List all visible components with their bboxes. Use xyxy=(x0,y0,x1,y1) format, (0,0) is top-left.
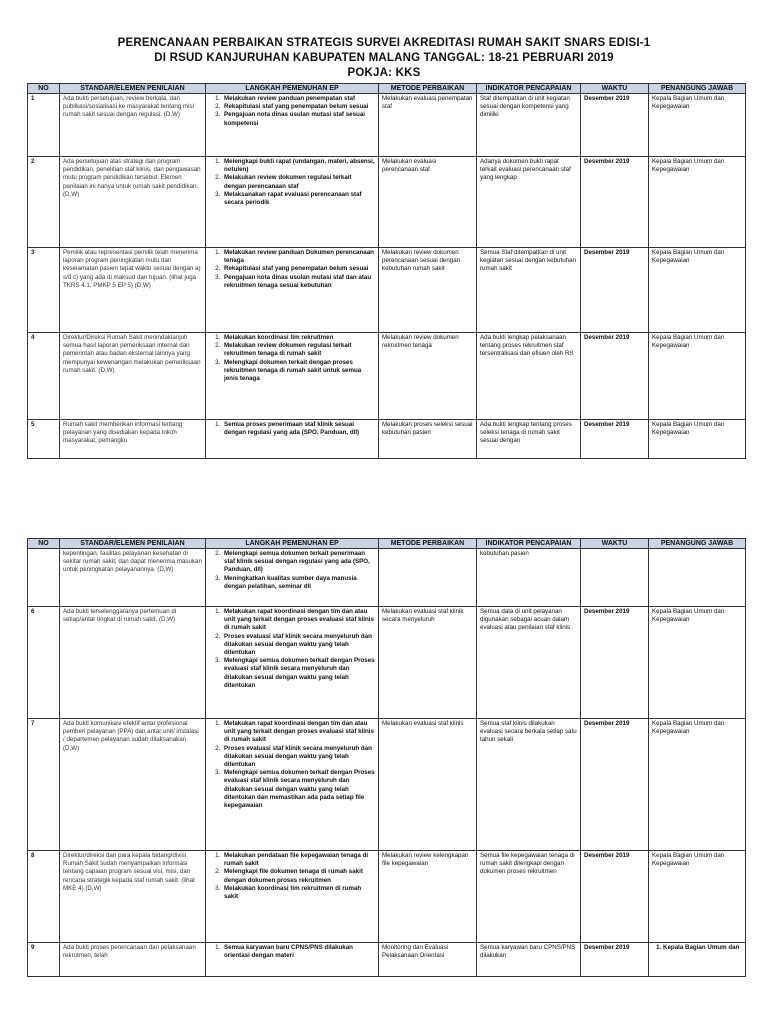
table-row xyxy=(28,333,746,420)
cell-langkah xyxy=(206,420,379,459)
table-row xyxy=(28,157,746,248)
cell-metode: Melakukan evaluasi staf klinis xyxy=(379,719,477,851)
table-row xyxy=(28,607,746,719)
cell-penanggung-jawab: Kepala Bagian Umum dan Kepegawaian xyxy=(649,607,746,719)
langkah-step: 1. Melakukan rapat koordinasi dengan tim dan atau unit yang terkait dengan proses evaluasi staf klinis di rumah sakit xyxy=(222,608,375,633)
langkah-step: 2. Melengkapi semua dokumen terkait penerimaan staf klinik sesuai dengan regulasi yang ada (SPO, Panduan, dll) xyxy=(222,550,375,575)
cell-no: 1 xyxy=(28,94,60,157)
cell-waktu: Desember 2019 xyxy=(581,420,649,459)
header-metode: METODE PERBAIKAN xyxy=(379,84,477,94)
langkah-step: 1. Melengkapi bukti rapat (undangan, materi, absensi, notulen) xyxy=(222,158,375,174)
cell-waktu: Desember 2019 xyxy=(581,248,649,333)
cell-langkah xyxy=(206,157,379,248)
langkah-step: 1. Melakukan review panduan Dokumen perencanaan tenaga xyxy=(222,249,375,265)
cell-langkah xyxy=(206,851,379,943)
table-row xyxy=(28,94,746,157)
cell-penanggung-jawab xyxy=(649,943,746,977)
cell-metode: Melakukan evaluasi penempatan staf xyxy=(379,94,477,157)
cell-waktu: Desember 2019 xyxy=(581,607,649,719)
langkah-list xyxy=(209,249,375,290)
langkah-step: 3. Pengajuan nota dinas usulan mutasi staf dan atau rekruitmen tenaga sesuai kebutuhan xyxy=(222,274,375,290)
cell-standar: Ada bukti komunikasi efektif antar profesional pemberi pelayanan (PPA) dan antar unit/ instalasi / departemen pelayanan sudah dilaksanakan. (D,W) xyxy=(60,719,206,851)
cell-penanggung-jawab xyxy=(649,549,746,607)
langkah-list xyxy=(209,421,375,437)
header-penanggung-jawab: PENANGUNG JAWAB xyxy=(649,84,746,94)
penanggung-jawab-item: 1. Kepala Bagian Umum dan xyxy=(663,944,742,952)
langkah-step: 2. Rekapitulasi staf yang penempatan belum sesuai xyxy=(222,103,375,111)
langkah-step: 3. Melengkapi semua dokumen terkait dengan Proses evaluasi staf klinik secara menyeluruh dan dilakukan sesuai dengan waktu yang telah ditentukan xyxy=(222,657,375,690)
langkah-step: 3. Melakukan koordinasi tim rekruitmen di rumah sakit xyxy=(222,885,375,901)
langkah-step: 2. Melakukan review dokumen regulasi terkait rekruitmen tenaga di rumah sakit xyxy=(222,342,375,358)
table-header-row xyxy=(28,539,746,549)
cell-standar: Ada bukti proses perencanaan dan pelaksanaan rekrutmen, telah xyxy=(60,943,206,977)
cell-langkah xyxy=(206,333,379,420)
table-header-row xyxy=(28,84,746,94)
cell-no: 3 xyxy=(28,248,60,333)
cell-indikator: kebutuhan pasien xyxy=(477,549,581,607)
cell-penanggung-jawab: Kepala Bagian Umum dan Kepegawaian xyxy=(649,157,746,248)
improvement-plan-table-2 xyxy=(27,538,746,977)
langkah-list xyxy=(209,550,375,591)
cell-standar: Rumah sakit memberikan informasi tentang pelayanan yang disediakan kepada tokoh masyarakat, pemangku xyxy=(60,420,206,459)
langkah-step: 3. Melengkapi semua dokumen terkait dengan Proses evaluasi staf klinik secara menyeluruh dan dilakukan sesuai dengan waktu yang telah ditentukan dan memastikan ada pada setiap file kepegawaian xyxy=(222,769,375,810)
langkah-step: 1. Melakukan pendataan file kepegawaian tenaga di rumah sakit xyxy=(222,852,375,868)
cell-indikator: Adanya dokumen bukti rapat terkait evaluasi perencanaan staf yang lengkap xyxy=(477,157,581,248)
langkah-step: 3. Melaksanakan rapat evaluasi perencanaan staf secara periodik xyxy=(222,191,375,207)
document-title-line-2: DI RSUD KANJURUHAN KABUPATEN MALANG TANGGAL: 18-21 PEBRUARI 2019 xyxy=(154,52,614,64)
header-langkah: LANGKAH PEMENUHAN EP xyxy=(206,539,379,549)
header-no: NO xyxy=(28,84,60,94)
langkah-step: 3. Pengajuan nota dinas usulan mutasi staf sesuai kompetensi xyxy=(222,111,375,127)
cell-metode: Monitoring dan Evaluasi Pelaksanaan Orientasi xyxy=(379,943,477,977)
cell-indikator: Ada bukti lengkap pelaksanaan tentang proses rekruitmen staf tersentralisasi dan efisien oleh RS xyxy=(477,333,581,420)
langkah-step: 2. Proses evaluasi staf klinik secara menyeluruh dan dilakukan sesuai dengan waktu yang telah ditentukan xyxy=(222,745,375,770)
cell-waktu: Desember 2019 xyxy=(581,943,649,977)
header-metode: METODE PERBAIKAN xyxy=(379,539,477,549)
table-row xyxy=(28,549,746,607)
cell-waktu: Desember 2019 xyxy=(581,333,649,420)
cell-indikator: Semua karyawan baru CPNS/PNS dilakukan xyxy=(477,943,581,977)
langkah-list xyxy=(209,95,375,128)
cell-standar: Direktur/direksi dan para kepala bidang/divisi Rumah Sakit sudah menyampaikan informasi tentang capaian program sesuai visi, misi, dan rencana strategik kepada staf rumah sakit. (lihat MKE 4) (D,W) xyxy=(60,851,206,943)
header-no: NO xyxy=(28,539,60,549)
cell-standar: kepentingan, fasilitas pelayanan kesehatan di sekitar rumah sakit, dan dapat menerima masukan untuk peningkatan pelayanannya. (D,W) xyxy=(60,549,206,607)
cell-standar: Ada persetujuan atas strategi dan program pendidikan, penelitian staf klinis, dan pengawasan mutu program pendidikan tersebut. Elemen penilaian ini hanya untuk rumah sakit pendidikan. (D,W) xyxy=(60,157,206,248)
header-penanggung-jawab: PENANGUNG JAWAB xyxy=(649,539,746,549)
cell-indikator: Staf ditempatkan di unit kegiatan sesuai dengan kompetensi yang dimiliki xyxy=(477,94,581,157)
cell-no: 6 xyxy=(28,607,60,719)
cell-metode: Melakukan review dokumen rekruitmen tenaga xyxy=(379,333,477,420)
cell-metode xyxy=(379,549,477,607)
cell-no xyxy=(28,549,60,607)
langkah-step: 2. Rekapitulasi staf yang penempatan belum sesuai xyxy=(222,265,375,273)
cell-metode: Melakukan review dokumen perencanaan sesuai dengan kebutuhan rumah sakit xyxy=(379,248,477,333)
cell-penanggung-jawab: Kepala Bagian Umum dan Kepegawaian xyxy=(649,420,746,459)
langkah-list xyxy=(209,334,375,383)
cell-langkah xyxy=(206,549,379,607)
cell-no: 2 xyxy=(28,157,60,248)
cell-waktu: Desember 2019 xyxy=(581,851,649,943)
cell-langkah xyxy=(206,719,379,851)
cell-waktu: Desember 2019 xyxy=(581,719,649,851)
langkah-step: 1. Melakukan review panduan penempatan staf xyxy=(222,95,375,103)
cell-waktu: Desember 2019 xyxy=(581,157,649,248)
cell-indikator: Semua file kepegawaian tenaga di rumah sakit dilengkapi dengan dokumen proses rekruitmen xyxy=(477,851,581,943)
langkah-list xyxy=(209,608,375,690)
cell-langkah xyxy=(206,943,379,977)
cell-standar: Ada bukti persetujuan, review berkala, dan publikasi/sosialisasi ke masyarakat tentang misi rumah sakit sesuai dengan regulasi. (D,W) xyxy=(60,94,206,157)
cell-penanggung-jawab: Kepala Bagian Umum dan Kepegawaian xyxy=(649,248,746,333)
cell-langkah xyxy=(206,607,379,719)
table-row xyxy=(28,851,746,943)
langkah-step: 2. Proses evaluasi staf klinik secara menyeluruh dan dilakukan sesuai dengan waktu yang telah ditentukan xyxy=(222,633,375,658)
table-row xyxy=(28,719,746,851)
improvement-plan-table-1 xyxy=(27,83,746,459)
langkah-step: 3. Melengkapi dokumen terkait dengan proses rekruitmen tenaga di rumah sakit untuk semua jenis tenaga xyxy=(222,359,375,384)
cell-no: 9 xyxy=(28,943,60,977)
langkah-step: 1. Semua karyawan baru CPNS/PNS dilakukan orientasi dengan materi xyxy=(222,944,375,960)
header-standar: STANDAR/ELEMEN PENILAIAN xyxy=(60,84,206,94)
header-standar: STANDAR/ELEMEN PENILAIAN xyxy=(60,539,206,549)
cell-penanggung-jawab: Kepala Bagian Umum dan Kepegawaian xyxy=(649,851,746,943)
document-title-line-1: PERENCANAAN PERBAIKAN STRATEGIS SURVEI AKREDITASI RUMAH SAKIT SNARS EDISI-1 xyxy=(117,37,651,49)
header-langkah: LANGKAH PEMENUHAN EP xyxy=(206,84,379,94)
langkah-list xyxy=(209,944,375,960)
cell-indikator: Semua staf klinis dilakukan evaluasi secara berkala setiap satu tahun sekali xyxy=(477,719,581,851)
langkah-step: 1. Semua proses penerimaan staf klinik sesuai dengan regulasi yang ada (SPO, Panduan, dll) xyxy=(222,421,375,437)
langkah-step: 3. Meningkatkan kualitas sumber daya manusia dengan pelatihan, seminar dll xyxy=(222,575,375,591)
table-row xyxy=(28,420,746,459)
langkah-step: 2. Melengkapi file dokumen tenaga di rumah sakit dengan dokumen proses rekruitmen xyxy=(222,868,375,884)
header-indikator: INDIKATOR PENCAPAIAN xyxy=(477,84,581,94)
langkah-list xyxy=(209,720,375,810)
cell-waktu xyxy=(581,549,649,607)
cell-standar: Pemilik atau representasi pemilik telah menerima laporan program peningkatan mutu dan keselamatan pasien tepat waktu sesuai dengan a) s/d c) yang ada di maksud dan tujuan. (lihat juga TKRS 4.1, PMKP 5 EP 5) (D,W) xyxy=(60,248,206,333)
header-indikator: INDIKATOR PENCAPAIAN xyxy=(477,539,581,549)
cell-penanggung-jawab: Kepala Bagian Umum dan Kepegawaian xyxy=(649,719,746,851)
cell-standar: Direktur/Direksi Rumah Sakit menindaklanjuti semua hasil laporan pemeriksaan internal dari pemerintah atau badan eksternal lainnya yang mempunyai kewenangan melakukan pemeriksaan rumah sakit. (D,W) xyxy=(60,333,206,420)
langkah-list xyxy=(209,158,375,207)
cell-penanggung-jawab: Kepala Bagian Umum dan Kepegawaian xyxy=(649,333,746,420)
cell-no: 4 xyxy=(28,333,60,420)
cell-no: 7 xyxy=(28,719,60,851)
cell-metode: Melakukan proses seleksi sesuai kebutuhan pasien xyxy=(379,420,477,459)
langkah-step: 1. Melakukan rapat koordinasi dengan tim dan atau unit yang terkait dengan proses evaluasi staf klinis di rumah sakit xyxy=(222,720,375,745)
cell-indikator: Semua data di unit pelayanan digunakan sebagai acuan dalam evaluasi atau penilaian staf klinis xyxy=(477,607,581,719)
table-row xyxy=(28,248,746,333)
cell-standar: Ada bukti terselenggaranya pertemuan di setiap/antar tingkat di rumah sakit. (D,W) xyxy=(60,607,206,719)
document-title-line-3: POKJA: KKS xyxy=(347,67,421,79)
header-waktu: WAKTU xyxy=(581,84,649,94)
langkah-list xyxy=(209,852,375,901)
langkah-step: 2. Melakukan review dokumen regulasi terkait dengan perencanaan staf xyxy=(222,174,375,190)
header-waktu: WAKTU xyxy=(581,539,649,549)
cell-no: 5 xyxy=(28,420,60,459)
penanggung-jawab-list xyxy=(652,944,742,952)
cell-indikator: Semua Staf ditempatkan di unit kegiatan sesuai dengan kebutuhan rumah sakit xyxy=(477,248,581,333)
cell-langkah xyxy=(206,248,379,333)
cell-metode: Melakukan evaluasi staf klinik secara menyeluruh xyxy=(379,607,477,719)
cell-no: 8 xyxy=(28,851,60,943)
cell-metode: Melakukan review kelengkapan file kepegawaian xyxy=(379,851,477,943)
cell-penanggung-jawab: Kepala Bagian Umum dan Kepegawaian xyxy=(649,94,746,157)
langkah-step: 1. Melakukan koordinasi tim rekruitmen xyxy=(222,334,375,342)
cell-langkah xyxy=(206,94,379,157)
table-row xyxy=(28,943,746,977)
cell-waktu: Desember 2019 xyxy=(581,94,649,157)
cell-indikator: Ada bukti lengkap tentang proses seleksi tenaga di rumah sakit sesuai dengan xyxy=(477,420,581,459)
cell-metode: Melakukan evaluasi perencanaan staf xyxy=(379,157,477,248)
